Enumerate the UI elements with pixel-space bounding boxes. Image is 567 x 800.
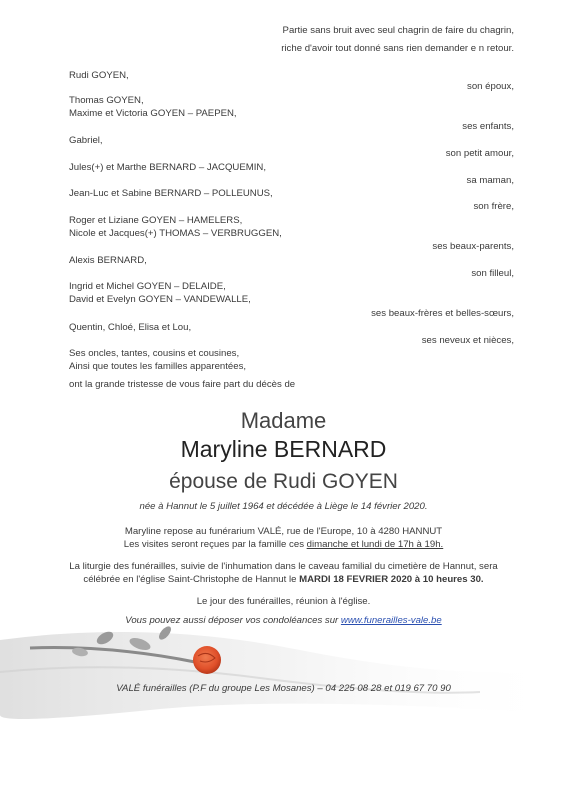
family-name: Nicole et Jacques(+) THOMAS – VERBRUGGEN, (69, 228, 282, 239)
footer-contact: VALÉ funérailles (P.F du groupe Les Mosanes) – 04 225 08 28 et 019 67 70 90 (116, 683, 451, 694)
deceased-name: Maryline BERNARD (180, 436, 387, 462)
others-line: Ses oncles, tantes, cousins et cousines, (69, 348, 240, 359)
epigraph-line: riche d'avoir tout donné sans rien demander e n retour. (281, 43, 514, 54)
family-name: Maxime et Victoria GOYEN – PAEPEN, (69, 108, 237, 119)
repose-line: Maryline repose au funérarium VALÉ, rue de l'Europe, 10 à 4280 HANNUT (124, 526, 443, 537)
family-name: Rudi GOYEN, (69, 70, 129, 81)
deceased-title: Madame (240, 408, 327, 433)
epigraph-line: Partie sans bruit avec seul chagrin de faire du chagrin, (282, 25, 514, 36)
condolences-link[interactable]: www.funerailles-vale.be (340, 615, 442, 626)
family-name: Roger et Liziane GOYEN – HAMELERS, (69, 215, 243, 226)
deceased-spouse: épouse de Rudi GOYEN (169, 470, 398, 493)
visits-times: dimanche et lundi de 17h à 19h. (306, 539, 444, 550)
visits-text: Les visites seront reçues par la famille ces (123, 539, 307, 550)
visits-line (0, 539, 567, 551)
family-name: Jules(+) et Marthe BERNARD – JACQUEMIN, (69, 162, 266, 173)
family-name: Gabriel, (69, 135, 103, 146)
others-line: Ainsi que toutes les familles apparentées, (69, 361, 247, 372)
family-relation: ses neveux et nièces, (421, 335, 514, 346)
epigraph (281, 22, 514, 58)
family-name: Thomas GOYEN, (69, 95, 144, 106)
liturgy-date: MARDI 18 FEVRIER 2020 à 10 heures 30. (299, 574, 484, 585)
family-relation: son petit amour, (445, 148, 514, 159)
family-relation: son époux, (467, 81, 514, 92)
others-line: ont la grande tristesse de vous faire part du décès de (69, 379, 296, 390)
family-name: David et Evelyn GOYEN – VANDEWALLE, (69, 294, 251, 305)
family-relation: ses enfants, (462, 121, 514, 132)
family-relation: ses beaux-frères et belles-sœurs, (371, 308, 514, 319)
family-relation: son frère, (473, 201, 514, 212)
family-relation: sa maman, (466, 175, 514, 186)
family-name: Quentin, Chloé, Elisa et Lou, (69, 322, 192, 333)
family-relation: son filleul, (471, 268, 514, 279)
liturgy-line (0, 574, 567, 586)
liturgy-line: La liturgie des funérailles, suivie de l'inhumation dans le caveau familial du cimetière de Hannut, sera (69, 561, 498, 572)
rose-photo (0, 600, 567, 730)
deceased-dates: née à Hannut le 5 juillet 1964 et décédée à Liège le 14 février 2020. (139, 501, 428, 512)
condolences-text: Vous pouvez aussi déposer vos condoléances sur (125, 615, 341, 626)
liturgy-text: célébrée en l'église Saint-Christophe de Hannut le (83, 574, 300, 585)
family-name: Jean-Luc et Sabine BERNARD – POLLEUNUS, (69, 188, 273, 199)
family-name: Alexis BERNARD, (69, 255, 147, 266)
meeting-line: Le jour des funérailles, réunion à l'église. (196, 596, 371, 607)
family-name: Ingrid et Michel GOYEN – DELAIDE, (69, 281, 226, 292)
rose-flower (193, 646, 221, 674)
family-relation: ses beaux-parents, (432, 241, 514, 252)
